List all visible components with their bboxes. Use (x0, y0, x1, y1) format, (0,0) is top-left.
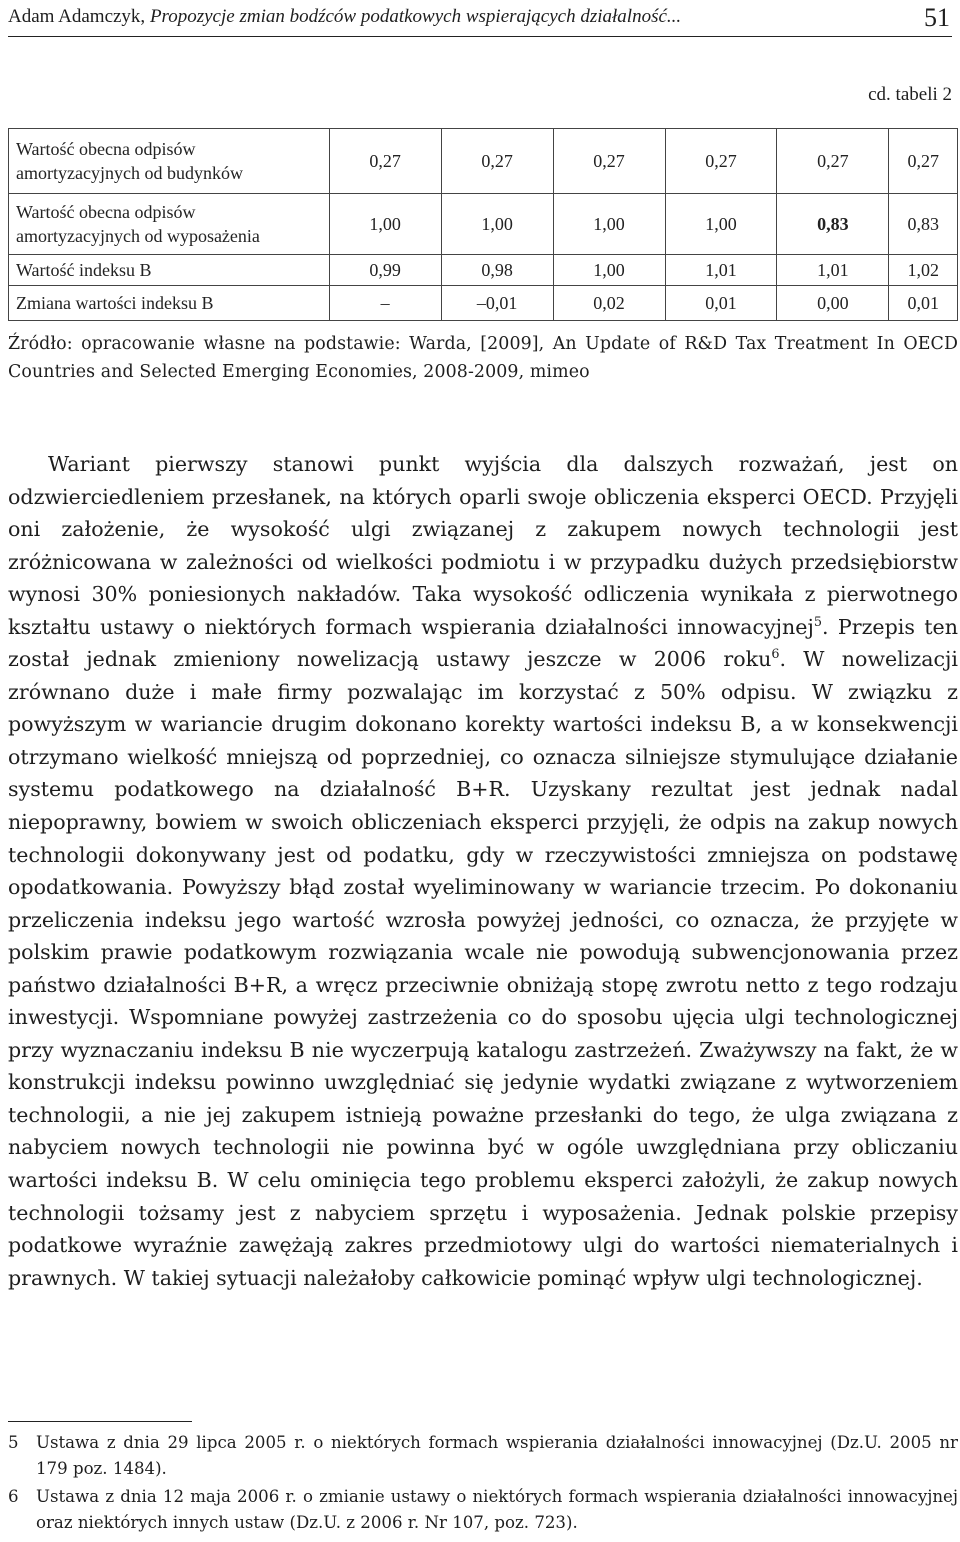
table-cell: 0,27 (665, 129, 777, 194)
header-author: Adam Adamczyk, (8, 6, 146, 27)
footnote-text: Ustawa z dnia 12 maja 2006 r. o zmianie ustawy o niektórych formach wspierania działalności innowacyjnej oraz niektórych innych ustaw (Dz.U. z 2006 r. Nr 107, poz. 723). (36, 1487, 958, 1532)
table-cell: 0,27 (889, 129, 958, 194)
page-number: 51 (924, 3, 950, 32)
table-cell: – (329, 286, 441, 321)
footnote-mark: 6 (8, 1487, 19, 1506)
table-cell: 0,02 (553, 286, 665, 321)
table-cell: 0,27 (553, 129, 665, 194)
footnote-text: Ustawa z dnia 29 lipca 2005 r. o niektórych formach wspierania działalności innowacyjnej (Dz.U. 2005 nr 179 poz. 1484). (36, 1433, 958, 1478)
table-continuation-label: cd. tabeli 2 (868, 84, 952, 105)
footnote (8, 1484, 958, 1536)
running-header (8, 0, 952, 37)
footnote (8, 1430, 958, 1482)
table-cell: 0,00 (777, 286, 889, 321)
data-table (8, 128, 958, 321)
table-cell: 0,27 (441, 129, 553, 194)
table-cell: 0,99 (329, 255, 441, 286)
table-cell: 1,01 (665, 255, 777, 286)
footnotes (8, 1430, 958, 1538)
table-cell: 1,00 (665, 194, 777, 255)
footnote-ref-6: 6 (771, 647, 780, 663)
table-cell: 1,00 (553, 255, 665, 286)
row-label: Wartość obecna odpisów amortyzacyjnych od budynków (9, 129, 330, 194)
paragraph (8, 448, 958, 1294)
table-cell: –0,01 (441, 286, 553, 321)
table-cell: 0,27 (329, 129, 441, 194)
body-text-segment: . W nowelizacji zrównano duże i małe firmy pozwalając im korzystać z 50% odpisu. W związku z powyższym w wariancie drugim dokonano korekty wartości indeksu B, a w konsekwencji otrzymano wielkość mniejszą od poprzedniej, co oznacza silniejsze stymulujące działanie systemu podatkowego na działalność B+R. Uzyskany rezultat jest jednak nadal niepoprawny, bowiem w swoich obliczeniach eksperci przyjęli, że odpis na zakup nowych technologii dokonywany jest od podatku, gdy w rzeczywistości zmniejsza on podstawę opodatkowania. Powyższy błąd został wyeliminowany w wariancie trzecim. Po dokonaniu przeliczenia indeksu jego wartość wzrosła powyżej jedności, co oznacza, że przyjęte w polskim prawie podatkowym rozwiązania wcale nie powodują subwencjonowania przez państwo działalności B+R, a wręcz przeciwnie obniżają stopę zwrotu netto z tego rodzaju inwestycji. Wspomniane powyżej zastrzeżenia co do sposobu ujęcia ulgi technologicznej przy wyznaczaniu indeksu B nie wyczerpują katalogu zastrzeżeń. Zważywszy na fakt, że w konstrukcji indeksu powinno uwzględniać się jedynie wydatki związane z wytworzeniem technologii, a nie jej zakupem istnieją poważne przesłanki do tego, że ulga związana z nabyciem nowych technologii nie powinna być w ogóle uwzględniana przy obliczaniu wartości indeksu B. W celu ominięcia tego problemu eksperci założyli, że zakup nowych technologii tożsamy jest z nabyciem sprzętu i wyposażenia. Jednak polskie przepisy podatkowe wyraźnie zawężają zakres przedmiotowy ulgi do wartości niematerialnych i prawnych. W takiej sytuacji należałoby całkowicie pominąć wpływ ulgi technologicznej. (8, 647, 958, 1290)
header-title: Propozycje zmian bodźców podatkowych wspierających działalność... (149, 6, 682, 27)
footnote-ref-5: 5 (813, 614, 822, 630)
table-cell: 0,01 (665, 286, 777, 321)
footnote-divider (8, 1421, 192, 1422)
body-text-segment: . Przepis ten został jednak zmieniony nowelizacją ustawy jeszcze w 2006 roku (8, 614, 958, 672)
table-cell: 1,01 (777, 255, 889, 286)
table-row (9, 194, 958, 255)
row-label: Wartość obecna odpisów amortyzacyjnych od wyposażenia (9, 194, 330, 255)
table-cell: 0,27 (777, 129, 889, 194)
table-cell: 1,00 (441, 194, 553, 255)
running-title (8, 6, 681, 36)
table-cell: 1,00 (329, 194, 441, 255)
table-cell: 0,98 (441, 255, 553, 286)
table-row (9, 255, 958, 286)
table-row (9, 286, 958, 321)
table-cell-highlighted: 0,83 (777, 194, 889, 255)
row-label: Zmiana wartości indeksu B (9, 286, 330, 321)
row-label: Wartość indeksu B (9, 255, 330, 286)
body-text (8, 448, 958, 1294)
table-cell: 1,00 (553, 194, 665, 255)
footnote-mark: 5 (8, 1433, 19, 1452)
table-row (9, 129, 958, 194)
table-cell: 0,83 (889, 194, 958, 255)
table-source-note: Źródło: opracowanie własne na podstawie: Warda, [2009], An Update of R&D Tax Treatment In OECD Countries and Selected Emerging Economies, 2008-2009, mimeo (8, 334, 958, 382)
body-text-segment: Wariant pierwszy stanowi punkt wyjścia dla dalszych rozważań, jest on odzwierciedleniem przesłanek, na których oparli swoje obliczenia eksperci OECD. Przyjęli oni założenie, że wysokość ulgi związanej z zakupem nowych technologii jest zróżnicowana w zależności od wielkości podmiotu i w przypadku dużych przedsiębiorstw wynosi 30% poniesionych nakładów. Taka wysokość odliczenia wynikała z pierwotnego kształtu ustawy o niektórych formach wspierania działalności innowacyjnej (8, 452, 958, 639)
table-cell: 1,02 (889, 255, 958, 286)
table-cell: 0,01 (889, 286, 958, 321)
